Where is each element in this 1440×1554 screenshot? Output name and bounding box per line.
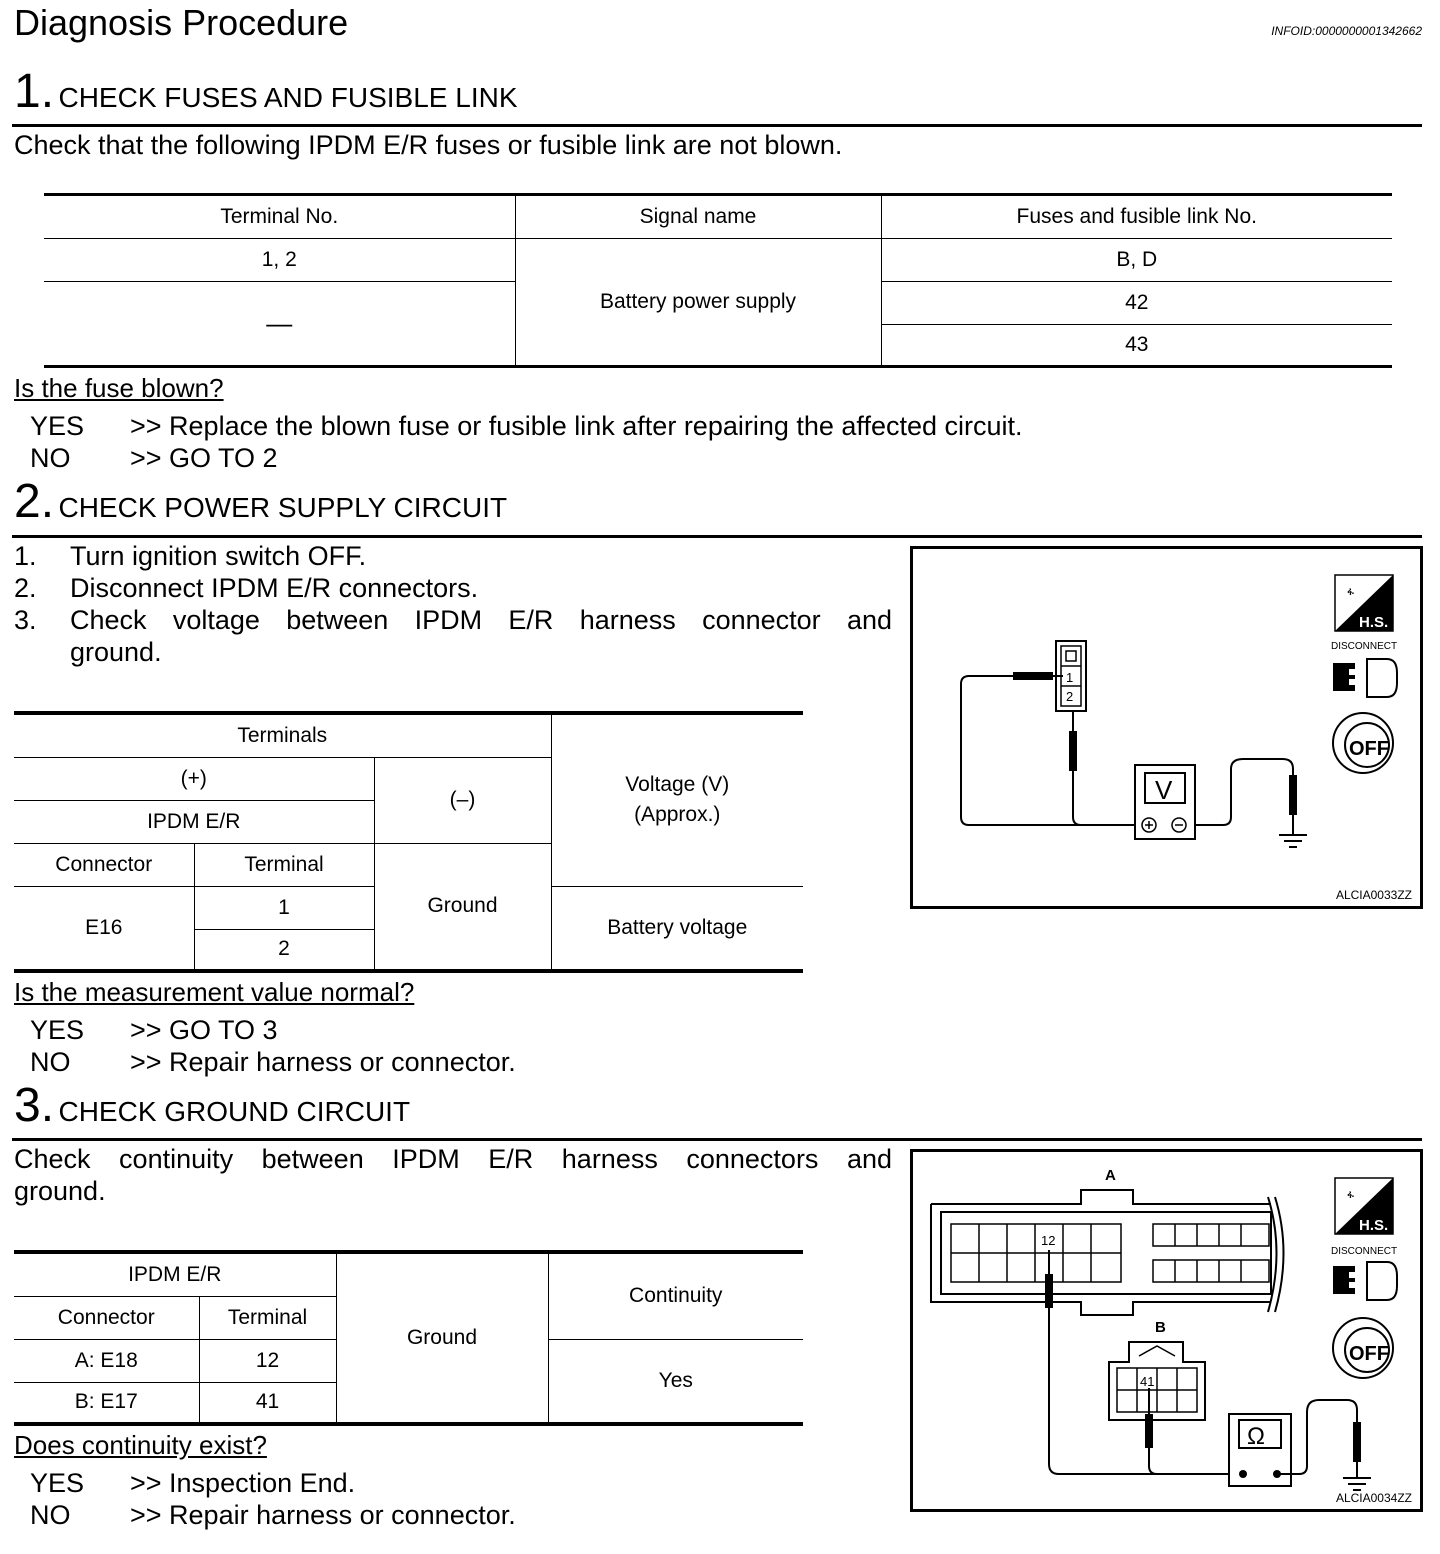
continuity-ground: Ground <box>336 1252 548 1424</box>
connector-b-label: B <box>1155 1319 1166 1336</box>
off-label: OFF <box>1349 738 1389 760</box>
step2-no-text: >> Repair harness or connector. <box>130 1047 516 1077</box>
step1-heading <box>14 65 518 118</box>
voltage-header-terminal: Terminal <box>194 843 374 886</box>
off-label: OFF <box>1349 1343 1389 1365</box>
step3-title: CHECK GROUND CIRCUIT <box>58 1096 411 1127</box>
fuse-table <box>44 193 1392 368</box>
fuse-header-signal: Signal name <box>515 195 881 239</box>
step2-yes-text: >> GO TO 3 <box>130 1015 278 1045</box>
instruction-number: 2. <box>14 573 37 603</box>
svg-text:ፋ: ፋ <box>1347 1189 1355 1201</box>
fuse-header-terminal: Terminal No. <box>44 195 515 239</box>
figure-code: ALCIA0034ZZ <box>1335 1491 1412 1505</box>
step3-intro: Check continuity between IPDM E/R harness connectors and ground. <box>14 1144 892 1206</box>
hs-label: H.S. <box>1359 614 1389 631</box>
step3-number: 3. <box>14 1079 55 1132</box>
step1-number: 1. <box>14 65 55 118</box>
continuity-check-figure <box>910 1149 1423 1512</box>
continuity-result: Yes <box>658 1368 693 1392</box>
step1-intro: Check that the following IPDM E/R fuses or fusible link are not blown. <box>14 130 843 160</box>
voltage-header-ipdm: IPDM E/R <box>14 800 374 843</box>
step3-question: Does continuity exist? <box>14 1430 267 1460</box>
harness-side-icon <box>1335 575 1393 631</box>
fuse-header-fuses: Fuses and fusible link No. <box>1016 205 1257 228</box>
voltage-terminal: 1 <box>194 886 374 929</box>
instruction-number: 3. <box>14 605 37 635</box>
step3-yes-label: YES <box>30 1468 85 1498</box>
pin-1-label: 1 <box>1066 670 1074 685</box>
voltage-header-terminals: Terminals <box>14 713 551 757</box>
step3-no-label: NO <box>30 1500 71 1530</box>
pin-12-label: 12 <box>1041 1233 1056 1248</box>
fuse-no: 43 <box>1125 333 1149 356</box>
disconnect-label: DISCONNECT <box>1331 641 1398 652</box>
step3-divider <box>12 1138 1422 1141</box>
fuse-no: 42 <box>881 282 1392 325</box>
continuity-connector: B: E17 <box>14 1382 199 1424</box>
step3-no-text: >> Repair harness or connector. <box>130 1500 516 1530</box>
connector-a-label: A <box>1105 1167 1116 1184</box>
voltage-approx: (Approx.) <box>634 803 721 827</box>
step2-heading <box>14 475 508 528</box>
info-id: INFOID:0000000001342662 <box>1271 24 1422 38</box>
step2-number: 2. <box>14 475 55 528</box>
voltage-label: Voltage (V) <box>625 773 730 797</box>
disconnect-icon <box>1333 659 1397 697</box>
continuity-header-continuity: Continuity <box>548 1252 803 1339</box>
svg-text:ፋ: ፋ <box>1347 586 1355 598</box>
instruction-number: 1. <box>14 541 37 571</box>
step2-question: Is the measurement value normal? <box>14 977 415 1007</box>
step1-no-label: NO <box>30 443 71 473</box>
voltage-header-minus: (–) <box>374 757 551 843</box>
step2-no-label: NO <box>30 1047 71 1077</box>
ignition-off-icon <box>1333 713 1393 773</box>
continuity-header-ipdm: IPDM E/R <box>14 1252 336 1296</box>
voltage-table <box>14 711 803 973</box>
page-title: Diagnosis Procedure <box>14 2 349 43</box>
figure-code: ALCIA0033ZZ <box>1335 888 1412 902</box>
step2-divider <box>12 535 1422 538</box>
fuse-no: B, D <box>881 239 1392 282</box>
step2-title: CHECK POWER SUPPLY CIRCUIT <box>58 492 508 523</box>
voltage-check-figure <box>910 546 1423 909</box>
voltmeter-label: V <box>1155 775 1173 805</box>
continuity-header-connector: Connector <box>14 1296 199 1339</box>
voltage-value: Battery voltage <box>551 886 803 971</box>
continuity-terminal: 12 <box>199 1339 336 1382</box>
step1-no-text: >> GO TO 2 <box>130 443 278 473</box>
pin-2-label: 2 <box>1066 689 1074 704</box>
voltage-ground: Ground <box>374 843 551 971</box>
step1-question: Is the fuse blown? <box>14 373 224 403</box>
continuity-header-terminal: Terminal <box>199 1296 336 1339</box>
instruction-text: Turn ignition switch OFF. <box>70 541 367 571</box>
instruction-item <box>14 540 892 572</box>
fuse-terminal-1: 1, 2 <box>44 239 515 282</box>
step1-yes-text: >> Replace the blown fuse or fusible link after repairing the affected circuit. <box>130 411 1023 441</box>
disconnect-icon <box>1333 1262 1397 1300</box>
voltage-header-connector: Connector <box>14 843 194 886</box>
voltage-terminal: 2 <box>194 929 374 971</box>
harness-side-icon <box>1335 1178 1393 1234</box>
continuity-table <box>14 1250 803 1426</box>
instruction-text: Disconnect IPDM E/R connectors. <box>70 573 479 603</box>
continuity-check-diagram <box>913 1152 1420 1509</box>
fuse-terminal-2: — <box>44 282 515 367</box>
fuse-signal: Battery power supply <box>515 239 881 367</box>
step1-yes-label: YES <box>30 411 85 441</box>
step1-title: CHECK FUSES AND FUSIBLE LINK <box>58 82 518 113</box>
instruction-item <box>14 572 892 604</box>
ohmmeter-label: Ω <box>1247 1423 1265 1450</box>
instruction-item <box>14 604 892 668</box>
disconnect-label: DISCONNECT <box>1331 1246 1398 1257</box>
ignition-off-icon <box>1333 1318 1393 1378</box>
step1-divider <box>12 124 1422 127</box>
voltage-check-diagram <box>913 549 1420 906</box>
step3-heading <box>14 1079 411 1132</box>
pin-41-label: 41 <box>1140 1374 1155 1389</box>
step2-instructions <box>14 540 892 668</box>
continuity-connector: A: E18 <box>14 1339 199 1382</box>
step3-yes-text: >> Inspection End. <box>130 1468 356 1498</box>
hs-label: H.S. <box>1359 1217 1389 1234</box>
step2-yes-label: YES <box>30 1015 85 1045</box>
voltage-header-voltage <box>551 713 803 886</box>
instruction-text: Check voltage between IPDM E/R harness connector and ground. <box>70 605 892 667</box>
continuity-terminal: 41 <box>199 1382 336 1424</box>
voltage-header-plus: (+) <box>14 757 374 800</box>
voltage-connector-e16: E16 <box>14 886 194 971</box>
